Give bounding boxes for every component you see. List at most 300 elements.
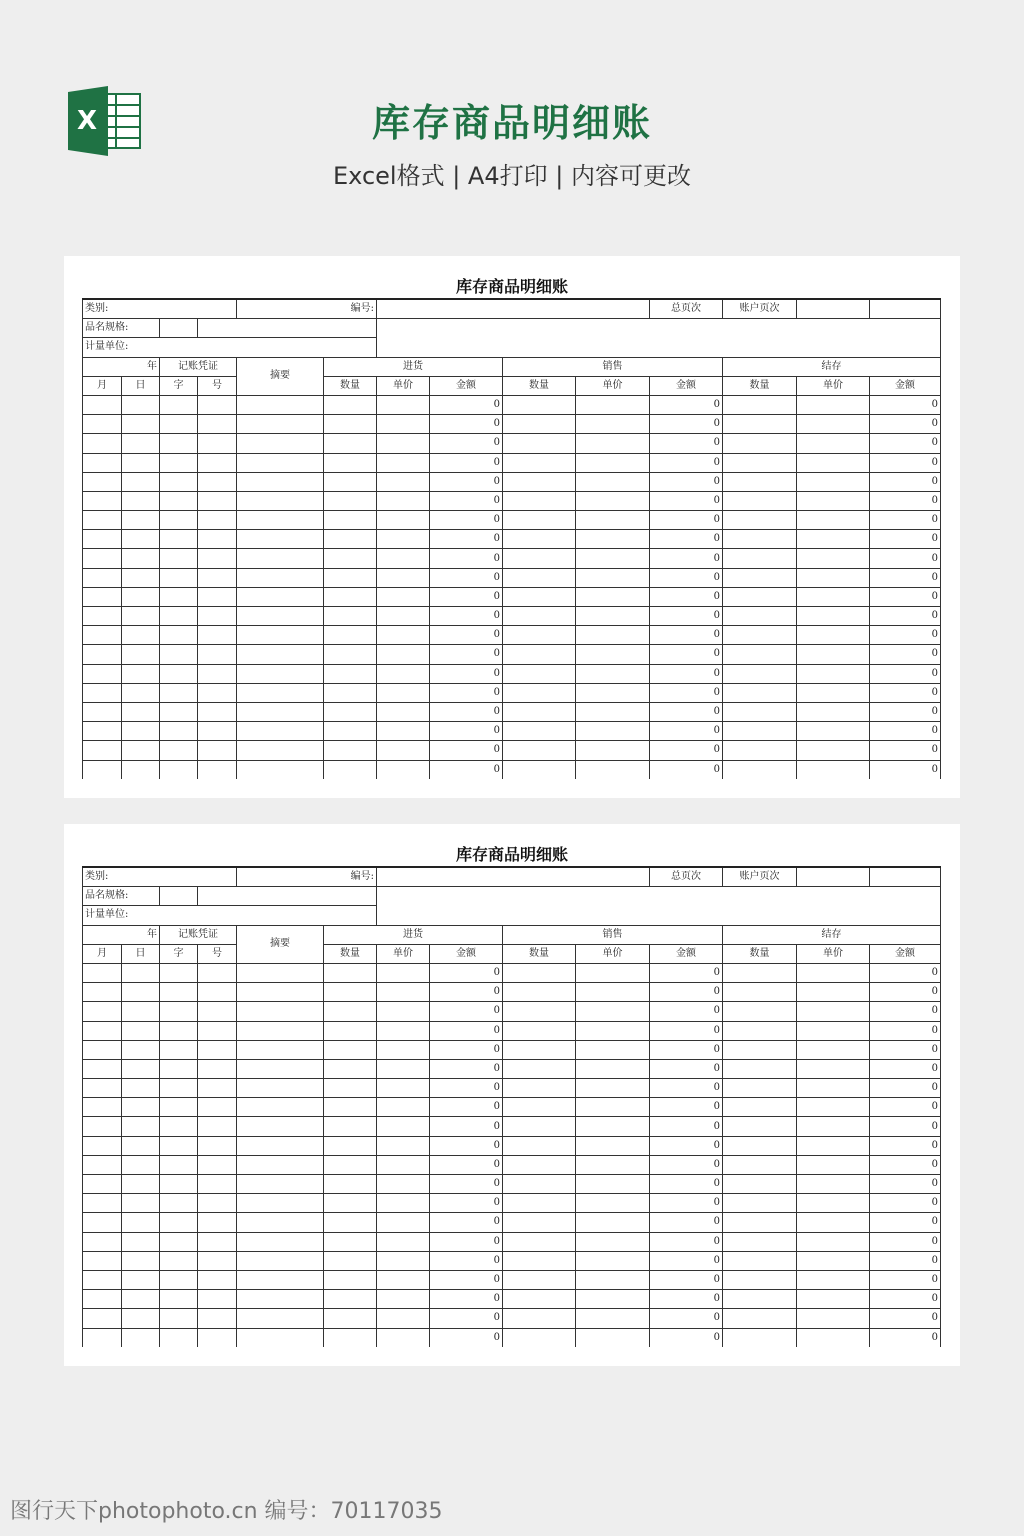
in-price-cell[interactable] (377, 434, 430, 453)
bal-amount-cell[interactable]: 0 (870, 1290, 941, 1309)
month-cell[interactable] (83, 472, 122, 491)
bal-qty-cell[interactable] (723, 1251, 797, 1270)
out-qty-cell[interactable] (503, 1251, 576, 1270)
bal-amount-cell[interactable]: 0 (870, 1155, 941, 1174)
in-price-cell[interactable] (377, 607, 430, 626)
bal-amount-cell[interactable]: 0 (870, 963, 941, 982)
out-amount-cell[interactable]: 0 (650, 568, 723, 587)
in-qty-cell[interactable] (324, 607, 377, 626)
number-cell[interactable] (198, 434, 237, 453)
out-amount-cell[interactable]: 0 (650, 1328, 723, 1347)
bal-qty-cell[interactable] (723, 607, 797, 626)
bal-amount-cell[interactable]: 0 (870, 741, 941, 760)
out-qty-cell[interactable] (503, 1117, 576, 1136)
bal-price-cell[interactable] (797, 741, 870, 760)
bal-qty-cell[interactable] (723, 1059, 797, 1078)
summary-cell[interactable] (237, 607, 324, 626)
summary-cell[interactable] (237, 722, 324, 741)
number-cell[interactable] (198, 1251, 237, 1270)
out-price-cell[interactable] (576, 683, 650, 702)
out-qty-cell[interactable] (503, 1079, 576, 1098)
bal-qty-cell[interactable] (723, 1328, 797, 1347)
in-price-cell[interactable] (377, 1136, 430, 1155)
out-qty-cell[interactable] (503, 1309, 576, 1328)
bal-amount-cell[interactable]: 0 (870, 1251, 941, 1270)
bal-price-cell[interactable] (797, 1232, 870, 1251)
out-amount-cell[interactable]: 0 (650, 664, 723, 683)
month-cell[interactable] (83, 722, 122, 741)
char-cell[interactable] (160, 1059, 198, 1078)
in-qty-cell[interactable] (324, 453, 377, 472)
char-cell[interactable] (160, 722, 198, 741)
in-qty-cell[interactable] (324, 1175, 377, 1194)
bal-qty-cell[interactable] (723, 1175, 797, 1194)
bal-amount-cell[interactable]: 0 (870, 1002, 941, 1021)
bal-qty-cell[interactable] (723, 415, 797, 434)
number-cell[interactable] (198, 1155, 237, 1174)
bal-amount-cell[interactable]: 0 (870, 760, 941, 779)
bal-qty-cell[interactable] (723, 511, 797, 530)
bal-price-cell[interactable] (797, 511, 870, 530)
month-cell[interactable] (83, 1213, 122, 1232)
number-cell[interactable] (198, 760, 237, 779)
out-price-cell[interactable] (576, 530, 650, 549)
month-cell[interactable] (83, 549, 122, 568)
out-amount-cell[interactable]: 0 (650, 722, 723, 741)
char-cell[interactable] (160, 530, 198, 549)
in-price-cell[interactable] (377, 530, 430, 549)
in-price-cell[interactable] (377, 1059, 430, 1078)
in-qty-cell[interactable] (324, 1290, 377, 1309)
number-cell[interactable] (198, 607, 237, 626)
bal-qty-cell[interactable] (723, 1194, 797, 1213)
month-cell[interactable] (83, 963, 122, 982)
number-cell[interactable] (198, 1309, 237, 1328)
out-amount-cell[interactable]: 0 (650, 760, 723, 779)
char-cell[interactable] (160, 1251, 198, 1270)
char-cell[interactable] (160, 1098, 198, 1117)
out-price-cell[interactable] (576, 453, 650, 472)
in-amount-cell[interactable]: 0 (430, 1059, 503, 1078)
out-amount-cell[interactable]: 0 (650, 434, 723, 453)
bal-amount-cell[interactable]: 0 (870, 645, 941, 664)
in-qty-cell[interactable] (324, 1251, 377, 1270)
bal-amount-cell[interactable]: 0 (870, 1213, 941, 1232)
summary-cell[interactable] (237, 453, 324, 472)
in-qty-cell[interactable] (324, 741, 377, 760)
summary-cell[interactable] (237, 1270, 324, 1289)
out-amount-cell[interactable]: 0 (650, 587, 723, 606)
in-amount-cell[interactable]: 0 (430, 963, 503, 982)
out-amount-cell[interactable]: 0 (650, 1098, 723, 1117)
bal-amount-cell[interactable]: 0 (870, 453, 941, 472)
in-price-cell[interactable] (377, 472, 430, 491)
day-cell[interactable] (122, 491, 160, 510)
out-amount-cell[interactable]: 0 (650, 1079, 723, 1098)
summary-cell[interactable] (237, 963, 324, 982)
char-cell[interactable] (160, 607, 198, 626)
out-price-cell[interactable] (576, 491, 650, 510)
char-cell[interactable] (160, 491, 198, 510)
month-cell[interactable] (83, 415, 122, 434)
day-cell[interactable] (122, 1002, 160, 1021)
char-cell[interactable] (160, 1213, 198, 1232)
out-qty-cell[interactable] (503, 1136, 576, 1155)
bal-amount-cell[interactable]: 0 (870, 683, 941, 702)
bal-amount-cell[interactable]: 0 (870, 568, 941, 587)
out-price-cell[interactable] (576, 1328, 650, 1347)
out-amount-cell[interactable]: 0 (650, 1175, 723, 1194)
in-amount-cell[interactable]: 0 (430, 722, 503, 741)
summary-cell[interactable] (237, 1175, 324, 1194)
day-cell[interactable] (122, 1328, 160, 1347)
in-amount-cell[interactable]: 0 (430, 1251, 503, 1270)
account-pages-field[interactable] (797, 299, 870, 319)
bal-amount-cell[interactable]: 0 (870, 1040, 941, 1059)
out-qty-cell[interactable] (503, 1098, 576, 1117)
out-qty-cell[interactable] (503, 1059, 576, 1078)
out-amount-cell[interactable]: 0 (650, 1059, 723, 1078)
day-cell[interactable] (122, 1194, 160, 1213)
bal-qty-cell[interactable] (723, 645, 797, 664)
in-amount-cell[interactable]: 0 (430, 587, 503, 606)
summary-cell[interactable] (237, 1155, 324, 1174)
in-qty-cell[interactable] (324, 1213, 377, 1232)
out-price-cell[interactable] (576, 760, 650, 779)
day-cell[interactable] (122, 1270, 160, 1289)
bal-price-cell[interactable] (797, 568, 870, 587)
out-amount-cell[interactable]: 0 (650, 1136, 723, 1155)
bal-amount-cell[interactable]: 0 (870, 1079, 941, 1098)
out-price-cell[interactable] (576, 1309, 650, 1328)
day-cell[interactable] (122, 511, 160, 530)
number-cell[interactable] (198, 415, 237, 434)
month-cell[interactable] (83, 1232, 122, 1251)
in-price-cell[interactable] (377, 1328, 430, 1347)
month-cell[interactable] (83, 587, 122, 606)
summary-cell[interactable] (237, 664, 324, 683)
summary-cell[interactable] (237, 645, 324, 664)
out-qty-cell[interactable] (503, 1270, 576, 1289)
out-qty-cell[interactable] (503, 1175, 576, 1194)
out-amount-cell[interactable]: 0 (650, 963, 723, 982)
char-cell[interactable] (160, 741, 198, 760)
number-cell[interactable] (198, 568, 237, 587)
out-price-cell[interactable] (576, 626, 650, 645)
in-qty-cell[interactable] (324, 1194, 377, 1213)
day-cell[interactable] (122, 587, 160, 606)
account-pages-field[interactable] (797, 867, 870, 887)
month-cell[interactable] (83, 1270, 122, 1289)
summary-cell[interactable] (237, 702, 324, 721)
in-qty-cell[interactable] (324, 1232, 377, 1251)
in-price-cell[interactable] (377, 1175, 430, 1194)
number-cell[interactable] (198, 511, 237, 530)
bal-price-cell[interactable] (797, 626, 870, 645)
in-qty-cell[interactable] (324, 760, 377, 779)
day-cell[interactable] (122, 1251, 160, 1270)
day-cell[interactable] (122, 1021, 160, 1040)
char-cell[interactable] (160, 963, 198, 982)
bal-qty-cell[interactable] (723, 683, 797, 702)
day-cell[interactable] (122, 664, 160, 683)
out-qty-cell[interactable] (503, 472, 576, 491)
out-price-cell[interactable] (576, 511, 650, 530)
in-amount-cell[interactable]: 0 (430, 1290, 503, 1309)
day-cell[interactable] (122, 434, 160, 453)
bal-price-cell[interactable] (797, 1155, 870, 1174)
char-cell[interactable] (160, 415, 198, 434)
day-cell[interactable] (122, 1059, 160, 1078)
in-price-cell[interactable] (377, 1155, 430, 1174)
bal-price-cell[interactable] (797, 1098, 870, 1117)
in-price-cell[interactable] (377, 1232, 430, 1251)
number-cell[interactable] (198, 1079, 237, 1098)
bal-price-cell[interactable] (797, 983, 870, 1002)
out-price-cell[interactable] (576, 983, 650, 1002)
in-amount-cell[interactable]: 0 (430, 1232, 503, 1251)
out-amount-cell[interactable]: 0 (650, 1021, 723, 1040)
bal-price-cell[interactable] (797, 1194, 870, 1213)
extra-field[interactable] (870, 299, 941, 319)
out-price-cell[interactable] (576, 1175, 650, 1194)
bal-qty-cell[interactable] (723, 1309, 797, 1328)
summary-cell[interactable] (237, 1194, 324, 1213)
out-price-cell[interactable] (576, 1290, 650, 1309)
out-amount-cell[interactable]: 0 (650, 1213, 723, 1232)
bal-amount-cell[interactable]: 0 (870, 983, 941, 1002)
out-qty-cell[interactable] (503, 1194, 576, 1213)
out-price-cell[interactable] (576, 1040, 650, 1059)
month-cell[interactable] (83, 1002, 122, 1021)
char-cell[interactable] (160, 1079, 198, 1098)
in-price-cell[interactable] (377, 664, 430, 683)
summary-cell[interactable] (237, 1002, 324, 1021)
number-cell[interactable] (198, 1136, 237, 1155)
month-cell[interactable] (83, 983, 122, 1002)
number-cell[interactable] (198, 530, 237, 549)
out-qty-cell[interactable] (503, 434, 576, 453)
in-amount-cell[interactable]: 0 (430, 453, 503, 472)
month-cell[interactable] (83, 491, 122, 510)
out-amount-cell[interactable]: 0 (650, 983, 723, 1002)
in-qty-cell[interactable] (324, 1136, 377, 1155)
day-cell[interactable] (122, 1213, 160, 1232)
out-amount-cell[interactable]: 0 (650, 607, 723, 626)
in-amount-cell[interactable]: 0 (430, 1136, 503, 1155)
in-price-cell[interactable] (377, 549, 430, 568)
in-qty-cell[interactable] (324, 587, 377, 606)
bal-price-cell[interactable] (797, 1136, 870, 1155)
char-cell[interactable] (160, 549, 198, 568)
in-qty-cell[interactable] (324, 1021, 377, 1040)
out-qty-cell[interactable] (503, 664, 576, 683)
out-qty-cell[interactable] (503, 1290, 576, 1309)
day-cell[interactable] (122, 702, 160, 721)
out-qty-cell[interactable] (503, 645, 576, 664)
bal-qty-cell[interactable] (723, 1079, 797, 1098)
char-cell[interactable] (160, 1270, 198, 1289)
summary-cell[interactable] (237, 983, 324, 1002)
bal-qty-cell[interactable] (723, 1040, 797, 1059)
day-cell[interactable] (122, 395, 160, 414)
bal-qty-cell[interactable] (723, 1155, 797, 1174)
out-price-cell[interactable] (576, 568, 650, 587)
day-cell[interactable] (122, 983, 160, 1002)
number-cell[interactable] (198, 1040, 237, 1059)
in-qty-cell[interactable] (324, 568, 377, 587)
summary-cell[interactable] (237, 1290, 324, 1309)
number-cell[interactable] (198, 472, 237, 491)
number-cell[interactable] (198, 626, 237, 645)
out-amount-cell[interactable]: 0 (650, 741, 723, 760)
out-qty-cell[interactable] (503, 1021, 576, 1040)
out-price-cell[interactable] (576, 664, 650, 683)
number-cell[interactable] (198, 645, 237, 664)
char-cell[interactable] (160, 587, 198, 606)
out-amount-cell[interactable]: 0 (650, 702, 723, 721)
out-qty-cell[interactable] (503, 983, 576, 1002)
summary-cell[interactable] (237, 1079, 324, 1098)
in-qty-cell[interactable] (324, 511, 377, 530)
month-cell[interactable] (83, 702, 122, 721)
char-cell[interactable] (160, 626, 198, 645)
day-cell[interactable] (122, 626, 160, 645)
summary-cell[interactable] (237, 683, 324, 702)
bal-amount-cell[interactable]: 0 (870, 472, 941, 491)
out-price-cell[interactable] (576, 1232, 650, 1251)
summary-cell[interactable] (237, 741, 324, 760)
bal-price-cell[interactable] (797, 1213, 870, 1232)
out-amount-cell[interactable]: 0 (650, 1040, 723, 1059)
bal-qty-cell[interactable] (723, 1002, 797, 1021)
summary-cell[interactable] (237, 1040, 324, 1059)
month-cell[interactable] (83, 645, 122, 664)
month-cell[interactable] (83, 1251, 122, 1270)
in-price-cell[interactable] (377, 1290, 430, 1309)
out-qty-cell[interactable] (503, 1328, 576, 1347)
out-price-cell[interactable] (576, 549, 650, 568)
out-qty-cell[interactable] (503, 607, 576, 626)
char-cell[interactable] (160, 511, 198, 530)
month-cell[interactable] (83, 1117, 122, 1136)
bal-amount-cell[interactable]: 0 (870, 530, 941, 549)
in-qty-cell[interactable] (324, 434, 377, 453)
bal-price-cell[interactable] (797, 587, 870, 606)
day-cell[interactable] (122, 1309, 160, 1328)
month-cell[interactable] (83, 1155, 122, 1174)
char-cell[interactable] (160, 472, 198, 491)
bal-qty-cell[interactable] (723, 549, 797, 568)
bal-qty-cell[interactable] (723, 1117, 797, 1136)
summary-cell[interactable] (237, 1232, 324, 1251)
out-qty-cell[interactable] (503, 415, 576, 434)
bal-amount-cell[interactable]: 0 (870, 434, 941, 453)
bal-qty-cell[interactable] (723, 491, 797, 510)
in-amount-cell[interactable]: 0 (430, 1098, 503, 1117)
bal-qty-cell[interactable] (723, 1232, 797, 1251)
bal-qty-cell[interactable] (723, 568, 797, 587)
char-cell[interactable] (160, 434, 198, 453)
product-spec-field-2[interactable] (198, 319, 377, 338)
in-amount-cell[interactable]: 0 (430, 415, 503, 434)
bal-qty-cell[interactable] (723, 434, 797, 453)
month-cell[interactable] (83, 1194, 122, 1213)
in-qty-cell[interactable] (324, 722, 377, 741)
out-amount-cell[interactable]: 0 (650, 549, 723, 568)
day-cell[interactable] (122, 683, 160, 702)
char-cell[interactable] (160, 1155, 198, 1174)
bal-amount-cell[interactable]: 0 (870, 1098, 941, 1117)
summary-cell[interactable] (237, 568, 324, 587)
bal-amount-cell[interactable]: 0 (870, 1194, 941, 1213)
out-price-cell[interactable] (576, 1213, 650, 1232)
code-field[interactable] (377, 299, 650, 319)
out-price-cell[interactable] (576, 1194, 650, 1213)
in-amount-cell[interactable]: 0 (430, 1155, 503, 1174)
bal-amount-cell[interactable]: 0 (870, 1309, 941, 1328)
out-price-cell[interactable] (576, 702, 650, 721)
bal-qty-cell[interactable] (723, 702, 797, 721)
month-cell[interactable] (83, 568, 122, 587)
bal-qty-cell[interactable] (723, 983, 797, 1002)
month-cell[interactable] (83, 511, 122, 530)
number-cell[interactable] (198, 1002, 237, 1021)
out-qty-cell[interactable] (503, 683, 576, 702)
bal-qty-cell[interactable] (723, 1213, 797, 1232)
in-price-cell[interactable] (377, 645, 430, 664)
bal-price-cell[interactable] (797, 1175, 870, 1194)
in-qty-cell[interactable] (324, 415, 377, 434)
in-qty-cell[interactable] (324, 549, 377, 568)
char-cell[interactable] (160, 1290, 198, 1309)
out-qty-cell[interactable] (503, 549, 576, 568)
bal-price-cell[interactable] (797, 664, 870, 683)
in-price-cell[interactable] (377, 1079, 430, 1098)
product-spec-field[interactable] (160, 887, 198, 906)
number-cell[interactable] (198, 395, 237, 414)
out-price-cell[interactable] (576, 1021, 650, 1040)
in-amount-cell[interactable]: 0 (430, 1079, 503, 1098)
in-amount-cell[interactable]: 0 (430, 983, 503, 1002)
month-cell[interactable] (83, 683, 122, 702)
out-amount-cell[interactable]: 0 (650, 1155, 723, 1174)
out-amount-cell[interactable]: 0 (650, 1117, 723, 1136)
month-cell[interactable] (83, 1059, 122, 1078)
char-cell[interactable] (160, 1194, 198, 1213)
month-cell[interactable] (83, 1040, 122, 1059)
in-price-cell[interactable] (377, 1021, 430, 1040)
summary-cell[interactable] (237, 491, 324, 510)
in-qty-cell[interactable] (324, 683, 377, 702)
bal-qty-cell[interactable] (723, 1270, 797, 1289)
summary-cell[interactable] (237, 511, 324, 530)
in-amount-cell[interactable]: 0 (430, 491, 503, 510)
in-price-cell[interactable] (377, 1098, 430, 1117)
summary-cell[interactable] (237, 1213, 324, 1232)
day-cell[interactable] (122, 1117, 160, 1136)
out-qty-cell[interactable] (503, 511, 576, 530)
out-amount-cell[interactable]: 0 (650, 511, 723, 530)
summary-cell[interactable] (237, 395, 324, 414)
number-cell[interactable] (198, 587, 237, 606)
out-price-cell[interactable] (576, 1079, 650, 1098)
bal-amount-cell[interactable]: 0 (870, 1059, 941, 1078)
out-price-cell[interactable] (576, 1136, 650, 1155)
char-cell[interactable] (160, 1021, 198, 1040)
month-cell[interactable] (83, 1175, 122, 1194)
number-cell[interactable] (198, 549, 237, 568)
